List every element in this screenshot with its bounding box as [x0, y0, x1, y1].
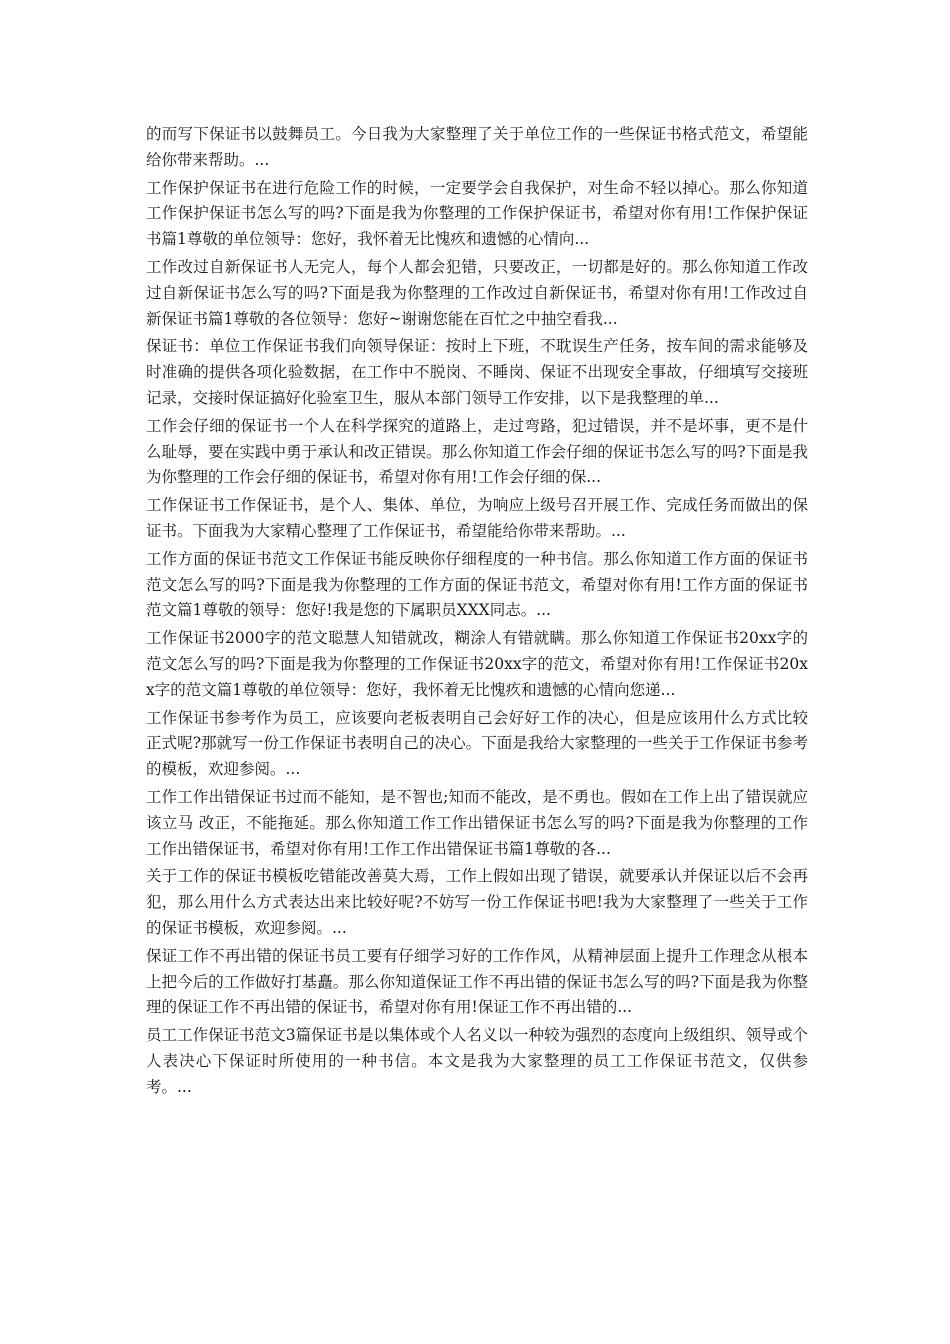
paragraph-13: 员工工作保证书范文3篇保证书是以集体或个人名义以一种较为强烈的态度向上级组织、领导或个人表决心下保证时所使用的一种书信。本文是我为大家整理的员工工作保证书范文，仅供参考。... [146, 1026, 808, 1096]
paragraph-7: 工作方面的保证书范文工作保证书能反映你仔细程度的一种书信。那么你知道工作方面的保证书范文怎么写的吗?下面是我为你整理的工作方面的保证书范文，希望对你有用!工作方面的保证书范文篇1尊敬的领导：您好!我是您的下属职员XXX同志。... [146, 549, 808, 620]
paragraph-11: 关于工作的保证书模板吃错能改善莫大焉，工作上假如出现了错误，就要承认并保证以后不会再犯，那么用什么方式表达出来比较好呢?不妨写一份工作保证书吧!我为大家整理了一些关于工作的保证书模板，欢迎参阅。... [146, 867, 808, 937]
paragraph-12: 保证工作不再出错的保证书员工要有仔细学习好的工作作风，从精神层面上提升工作理念从根本上把今后的工作做好打基矗。那么你知道保证工作不再出错的保证书怎么写的吗?下面是我为你整理的保证工作不再出错的保证书，希望对你有用!保证工作不再出错的... [146, 946, 808, 1017]
document-body [146, 122, 808, 1102]
paragraph-6: 工作保证书工作保证书，是个人、集体、单位，为响应上级号召开展工作、完成任务而做出的保证书。下面我为大家精心整理了工作保证书，希望能给你带来帮助。... [146, 496, 808, 540]
paragraph-9: 工作保证书参考作为员工，应该要向老板表明自己会好好工作的决心，但是应该用什么方式比较正式呢?那就写一份工作保证书表明自己的决心。下面是我给大家整理的一些关于工作保证书参考的模板，欢迎参阅。... [146, 708, 808, 779]
paragraph-1: 的而写下保证书以鼓舞员工。今日我为大家整理了关于单位工作的一些保证书格式范文，希望能给你带来帮助。... [146, 125, 808, 169]
paragraph-2: 工作保护保证书在进行危险工作的时候，一定要学会自我保护，对生命不轻以掉心。那么你知道工作保护保证书怎么写的吗?下面是我为你整理的工作保护保证书，希望对你有用!工作保护保证书篇1尊敬的单位领导：您好，我怀着无比愧疚和遗憾的心情向... [146, 178, 808, 249]
paragraph-8: 工作保证书2000字的范文聪慧人知错就改，糊涂人有错就瞒。那么你知道工作保证书20xx字的范文怎么写的吗?下面是我为你整理的工作保证书20xx字的范文，希望对你有用!工作保证书20xx字的范文篇1尊敬的单位领导：您好，我怀着无比愧疚和遗憾的心情向您递... [146, 629, 808, 699]
paragraph-5: 工作会仔细的保证书一个人在科学探究的道路上，走过弯路，犯过错误，并不是坏事，更不是什么耻辱，要在实践中勇于承认和改正错误。那么你知道工作会仔细的保证书怎么写的吗?下面是我为你整理的工作会仔细的保证书，希望对你有用!工作会仔细的保... [146, 416, 808, 487]
paragraph-10: 工作工作出错保证书过而不能知，是不智也;知而不能改，是不勇也。假如在工作上出了错误就应该立马 改正，不能拖延。那么你知道工作工作出错保证书怎么写的吗?下面是我为你整理的工作工作出错保证书，希望对你有用!工作工作出错保证书篇1尊敬的各... [146, 787, 808, 858]
paragraph-3: 工作改过自新保证书人无完人，每个人都会犯错，只要改正，一切都是好的。那么你知道工作改过自新保证书怎么写的吗?下面是我为你整理的工作改过自新保证书，希望对你有用!工作改过自新保证书篇1尊敬的各位领导：您好~谢谢您能在百忙之中抽空看我... [146, 257, 808, 328]
paragraph-4: 保证书：单位工作保证书我们向领导保证：按时上下班，不耽误生产任务，按车间的需求能够及时准确的提供各项化验数据，在工作中不脱岗、不睡岗、保证不出现安全事故，仔细填写交接班记录，交接时保证搞好化验室卫生，服从本部门领导工作安排，以下是我整理的单... [146, 337, 808, 407]
